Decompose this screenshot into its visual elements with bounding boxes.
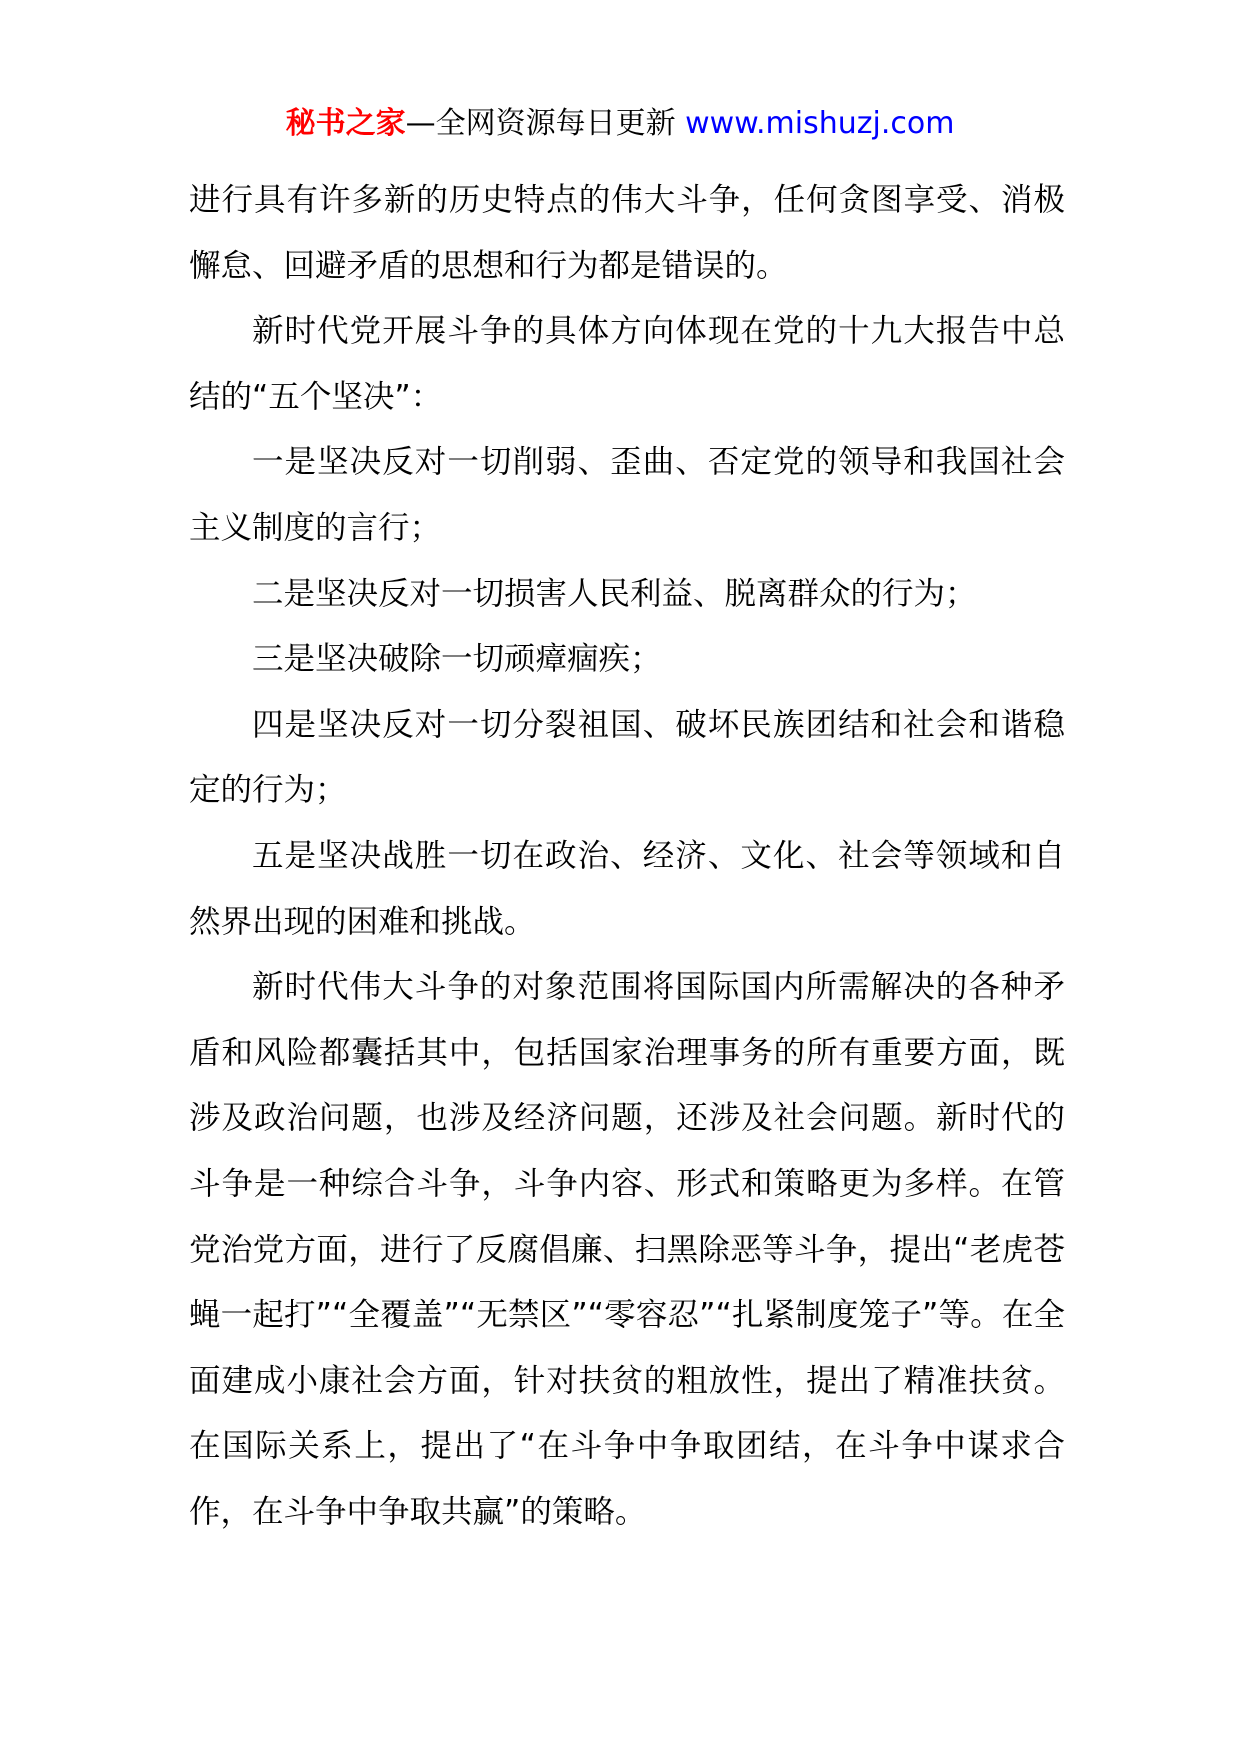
paragraph-struggle-scope: 新时代伟大斗争的对象范围将国际国内所需解决的各种矛盾和风险都囊括其中，包括国家治理事务的所有重要方面，既涉及政治问题，也涉及经济问题，还涉及社会问题。新时代的斗争是一种综合斗争，斗争内容、形式和策略更为多样。在管党治党方面，进行了反腐倡廉、扫黑除恶等斗争，提出“老虎苍蝇一起打”“全覆盖”“无禁区”“零容忍”“扎紧制度笼子”等。在全面建成小康社会方面，针对扶贫的粗放性，提出了精准扶贫。在国际关系上，提出了“在斗争中争取团结，在斗争中谋求合作，在斗争中争取共赢”的策略。 — [189, 969, 1065, 1530]
paragraph-item-5: 五是坚决战胜一切在政治、经济、文化、社会等领域和自然界出现的困难和挑战。 — [189, 837, 1065, 940]
paragraph-item-2: 二是坚决反对一切损害人民利益、脱离群众的行为； — [252, 575, 977, 612]
paragraph-continuation: 进行具有许多新的历史特点的伟大斗争，任何贪图享受、消极懈怠、回避矛盾的思想和行为都是错误的。 — [189, 182, 1065, 284]
paragraph-item-3: 三是坚决破除一切顽瘴痼疾； — [252, 641, 662, 678]
document-body — [189, 168, 1065, 1545]
site-url-link[interactable]: www.mishuzj.com — [685, 106, 955, 141]
paragraph-item-4: 四是坚决反对一切分裂祖国、破坏民族团结和社会和谐稳定的行为； — [189, 706, 1065, 809]
brand-name: 秘书之家 — [285, 106, 406, 141]
paragraph-intro-five-resolutions: 新时代党开展斗争的具体方向体现在党的十九大报告中总结的“五个坚决”： — [189, 313, 1065, 415]
header-tagline: —全网资源每日更新 — [405, 106, 676, 141]
paragraph-item-1: 一是坚决反对一切削弱、歪曲、否定党的领导和我国社会主义制度的言行； — [189, 444, 1065, 546]
site-header — [0, 102, 1240, 146]
